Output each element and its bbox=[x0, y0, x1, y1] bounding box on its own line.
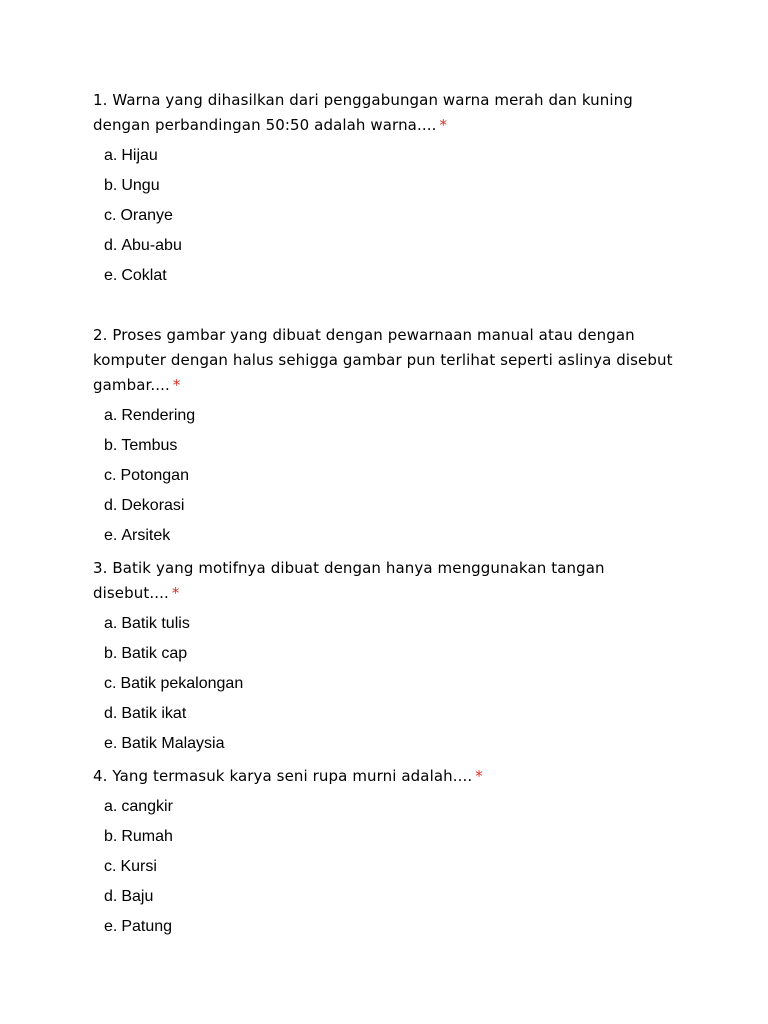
question-text: 2. Proses gambar yang dibuat dengan pewarnaan manual atau dengan komputer dengan halus sehigga gambar pun terlihat seperti aslinya disebut gambar.... * bbox=[93, 326, 673, 394]
option-c: c. Potongan bbox=[104, 467, 189, 484]
option-d: d. Baju bbox=[104, 888, 154, 905]
option-a: a. Batik tulis bbox=[104, 615, 190, 632]
option-d: d. Batik ikat bbox=[104, 705, 187, 722]
option-c: c. Oranye bbox=[104, 207, 173, 224]
option-c: c. Batik pekalongan bbox=[104, 675, 244, 692]
option-e: e. Batik Malaysia bbox=[104, 735, 225, 752]
option-e: e. Patung bbox=[104, 918, 173, 935]
option-list bbox=[93, 609, 693, 759]
option-a: a. cangkir bbox=[104, 798, 173, 815]
required-mark: * bbox=[475, 767, 483, 785]
option-list bbox=[93, 401, 693, 551]
question-3 bbox=[93, 556, 693, 759]
option-list bbox=[93, 141, 693, 291]
option-b: b. Tembus bbox=[104, 437, 178, 454]
question-2 bbox=[93, 323, 693, 551]
required-mark: * bbox=[171, 584, 180, 602]
required-mark: * bbox=[172, 376, 181, 394]
option-a: a. Hijau bbox=[104, 147, 158, 164]
option-c: c. Kursi bbox=[104, 858, 157, 875]
option-d: d. Dekorasi bbox=[104, 497, 185, 514]
option-b: b. Rumah bbox=[104, 828, 173, 845]
question-text: 4. Yang termasuk karya seni rupa murni adalah.... * bbox=[93, 767, 483, 785]
option-e: e. Arsitek bbox=[104, 527, 171, 544]
option-e: e. Coklat bbox=[104, 267, 167, 284]
question-4 bbox=[93, 764, 693, 942]
option-d: d. Abu-abu bbox=[104, 237, 182, 254]
required-mark: * bbox=[439, 116, 448, 134]
option-b: b. Ungu bbox=[104, 177, 160, 194]
option-a: a. Rendering bbox=[104, 407, 196, 424]
option-list bbox=[93, 792, 693, 942]
question-1 bbox=[93, 88, 693, 291]
option-b: b. Batik cap bbox=[104, 645, 188, 662]
question-text: 3. Batik yang motifnya dibuat dengan hanya menggunakan tangan disebut.... * bbox=[93, 559, 605, 602]
question-text: 1. Warna yang dihasilkan dari penggabungan warna merah dan kuning dengan perbandingan 50:50 adalah warna.... * bbox=[93, 91, 633, 134]
